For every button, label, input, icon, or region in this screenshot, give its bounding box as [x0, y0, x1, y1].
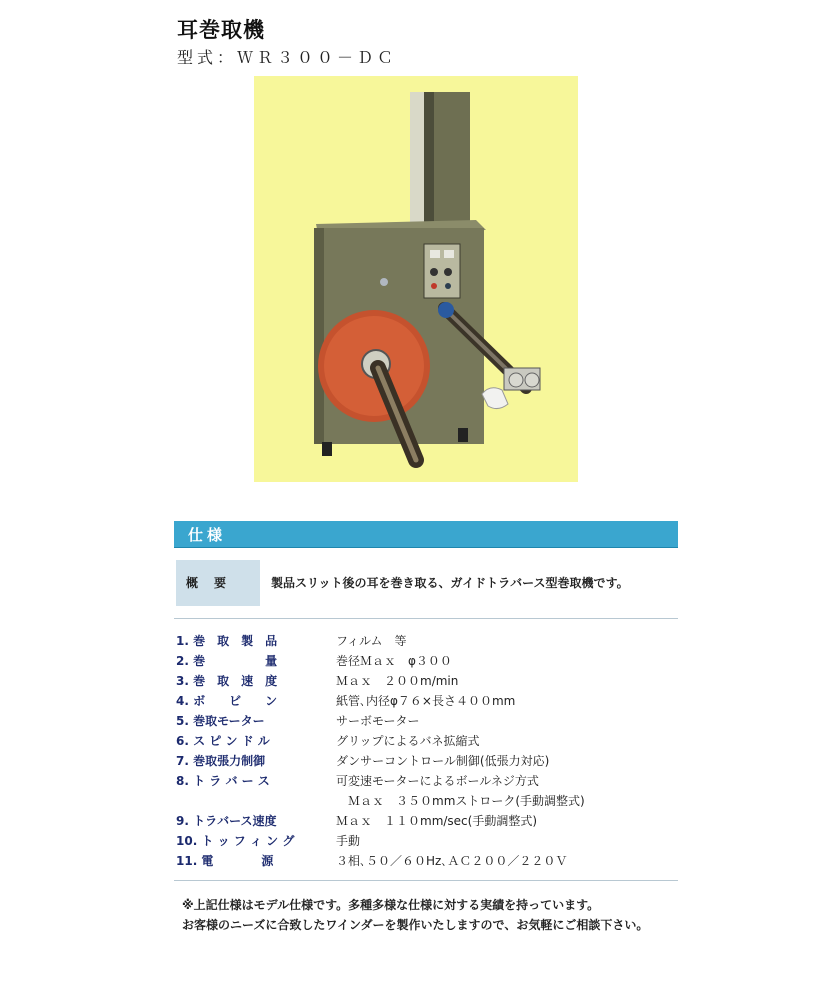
machine-photo [254, 76, 578, 482]
spec-section-title: 仕様 [188, 526, 227, 544]
spec-value: Ｍａｘ １１０mm/sec(手動調整式) [336, 814, 538, 828]
spec-section-header [174, 521, 678, 548]
overview-label-cell [176, 560, 260, 606]
spec-label: 3. 巻 取 速 度 [176, 674, 278, 688]
footnote: お客様のニーズに合致したワインダーを製作いたしますので、お気軽にご相談下さい。 [182, 918, 649, 932]
spec-value: Ｍａｘ ２００m/min [336, 674, 459, 688]
divider [174, 880, 678, 881]
overview-text: 製品スリット後の耳を巻き取る、ガイドトラバース型巻取機です。 [271, 576, 629, 590]
spec-value: フィルム 等 [336, 634, 407, 648]
spec-label: 4. ボ ビ ン [176, 694, 278, 708]
divider [174, 618, 678, 619]
spec-label: 5. 巻取モーター [176, 714, 265, 728]
spec-value: グリップによるバネ拡縮式 [336, 734, 480, 748]
spec-label: 9. トラバース速度 [176, 814, 277, 828]
spec-value: 手動 [336, 834, 361, 848]
spec-label: 11. 電 源 [176, 854, 274, 868]
spec-value: サーボモーター [336, 714, 420, 728]
spec-value: Ｍａｘ ３５０mmストローク(手動調整式) [336, 794, 585, 808]
spec-value: 巻径Ｍａｘ φ３００ [336, 654, 452, 668]
spec-label: 10. ト ッ フ ィ ン グ [176, 834, 295, 848]
spec-label: 6. ス ピ ン ド ル [176, 734, 270, 748]
page-title: 耳巻取機 [177, 18, 265, 42]
spec-value: 紙管､内径φ７６×長さ４００mm [336, 694, 516, 708]
overview-label: 概 要 [186, 576, 229, 590]
footnote: ※上記仕様はモデル仕様です。多種多様な仕様に対する実績を持っています。 [182, 898, 600, 912]
spec-label: 7. 巻取張力制御 [176, 754, 266, 768]
model-number: 型式：ＷＲ３００－ＤＣ [177, 48, 398, 67]
spec-label: 8. ト ラ バ ー ス [176, 774, 270, 788]
winder-machine-illustration [254, 76, 578, 482]
spec-value: 可変速モーターによるボールネジ方式 [336, 774, 539, 788]
spec-label: 1. 巻 取 製 品 [176, 634, 278, 648]
spec-label: 2. 巻 量 [176, 654, 278, 668]
spec-value: ダンサーコントロール制御(低張力対応) [336, 754, 550, 768]
spec-value: ３相､５０／６０Hz､ＡＣ２００／２２０Ｖ [336, 854, 568, 868]
